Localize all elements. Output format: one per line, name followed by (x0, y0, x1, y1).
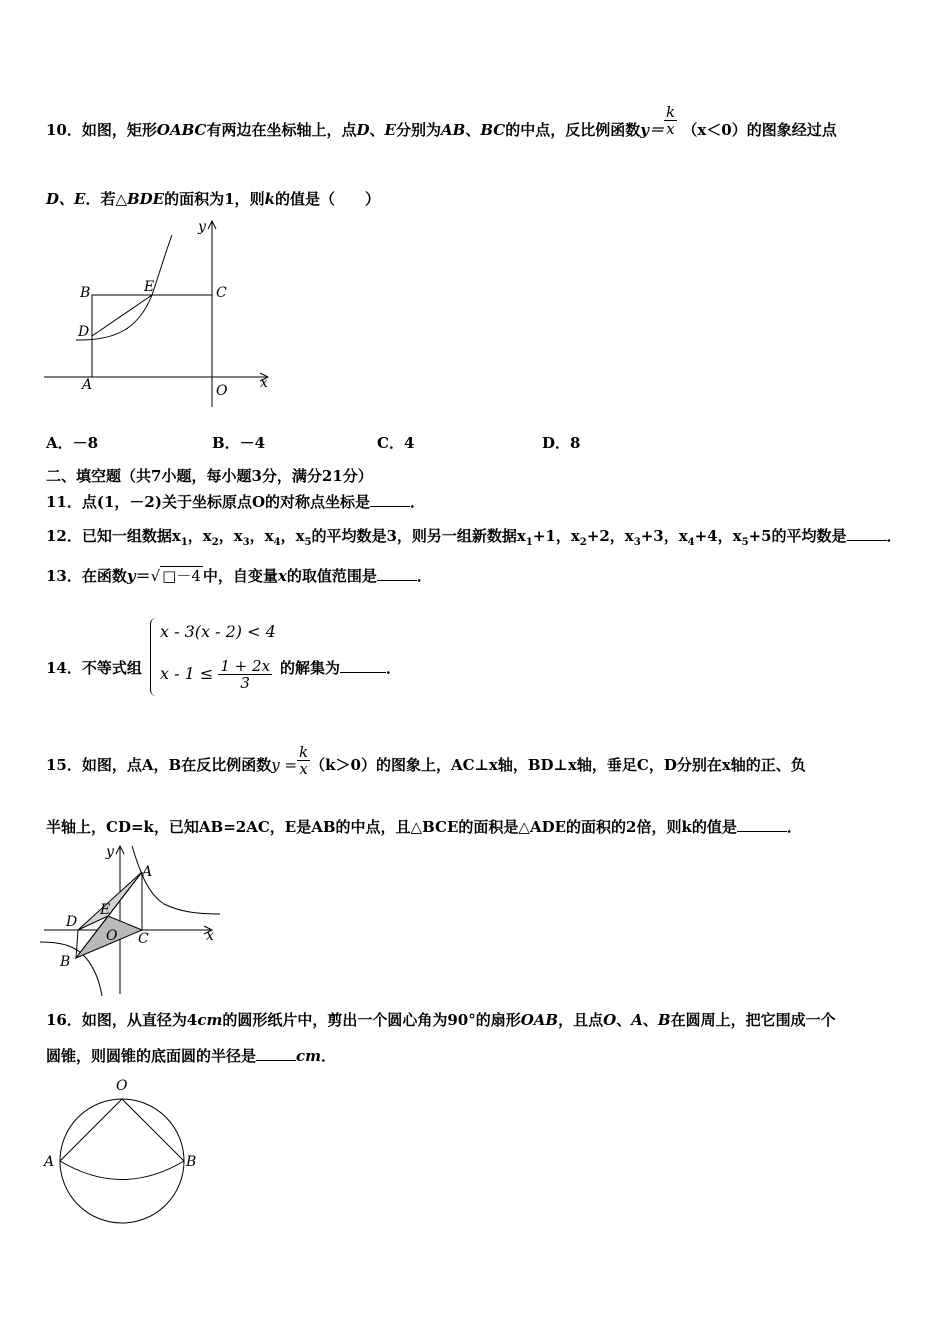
q10-option-d[interactable]: D．8 (542, 434, 581, 452)
q10-figure (40, 215, 280, 415)
q10-label-b: B (80, 285, 91, 301)
q16-circle (60, 1099, 184, 1223)
q16-figure (40, 1074, 210, 1224)
q14-answer-blank[interactable] (340, 658, 386, 673)
q15-label-a: A (142, 864, 153, 880)
q10-label-a: A (82, 377, 93, 393)
q16-label-b: B (186, 1154, 197, 1170)
q15-label-e: E (100, 902, 111, 918)
q15-label-x: x (206, 928, 214, 944)
q15-label-o: O (106, 928, 118, 944)
q16-answer-blank[interactable] (256, 1046, 296, 1061)
q14-inequality-system (150, 618, 280, 700)
q16-label-o: O (116, 1078, 128, 1094)
q15-segment-bd (76, 930, 78, 958)
q13-answer-blank[interactable] (377, 566, 417, 581)
q10-label-x: x (260, 375, 268, 391)
q15-label-y: y (106, 844, 114, 860)
q15-label-b: B (60, 954, 71, 970)
q15-fraction: $\frac{k}{x}$ (299, 742, 309, 778)
q11-line: 11．点(1，－2)关于坐标原点O的对称点坐标是 ． (46, 493, 426, 511)
q16-radius-ob (122, 1099, 184, 1161)
q10-option-a[interactable]: A．－8 (46, 434, 99, 452)
q13-radical-sign: √ (150, 567, 161, 585)
q16-label-a: A (44, 1154, 55, 1170)
q15-figure (40, 842, 230, 997)
q10-option-c[interactable]: C．4 (377, 434, 415, 452)
q16-line1: 16．如图，从直径为4cm的圆形纸片中，剪出一个圆心角为90°的扇形OAB，且点O、A、B在圆周上，把它围成一个 (46, 1011, 836, 1029)
q10-label-o: O (216, 383, 228, 399)
q16-sector-arc (60, 1161, 184, 1180)
q15-label-d: D (66, 914, 78, 930)
q14-fraction: $\frac{1 + 2x}{3}$ (220, 657, 271, 692)
q15-label-c: C (138, 931, 149, 947)
q10-label-e: E (144, 279, 155, 295)
q16-radius-oa (60, 1099, 122, 1161)
q13-line: 13．在函数y＝√ □－4 中，自变量x的取值范围是 ． (46, 567, 432, 585)
q14-label: 14．不等式组 (46, 659, 142, 677)
q14-tail: 的解集为 ． (280, 659, 402, 677)
section2-heading: 二、填空题（共7小题，每小题3分，满分21分） (46, 467, 373, 485)
q15-hyperbola-right (132, 846, 220, 914)
q13-radicand: □－4 (162, 567, 201, 585)
q15-line1: 15．如图，点A，B在反比例函数y = $\frac{k}{x}$ （k＞0）的图象上，AC⊥x轴，BD⊥x轴，垂足C，D分别在x轴的正、负 (46, 742, 806, 778)
q12-answer-blank[interactable] (847, 526, 887, 541)
q16-line2: 圆锥，则圆锥的底面圆的半径是 cm． (46, 1047, 337, 1065)
q14-row2: x - 1 ≤ $\frac{1 + 2x}{3}$ (160, 657, 271, 692)
q11-answer-blank[interactable] (370, 492, 410, 507)
q14-row1: x - 3(x - 2) < 4 (160, 622, 276, 641)
q10-label-d: D (78, 324, 90, 340)
q10-line2: D、E．若△BDE的面积为1，则k的值是（ ） (46, 190, 380, 208)
q12-line: 12．已知一组数据$x_1$，$x_2$，$x_3$，$x_4$，$x_5$的平均数是3，则另一组新数据$x_1+1$，$x_2+2$，$x_3+3$，$x_4+4$，$x_5+5$的平均数是 ． (46, 527, 902, 548)
q10-line1: 10．如图，矩形OABC有两边在坐标轴上，点D、E分别为AB、BC的中点，反比例函数y＝ $\frac{k}{x}$ （x＜0）的图象经过点 (46, 102, 837, 139)
q15-answer-blank[interactable] (737, 817, 787, 832)
q15-line2: 半轴上，CD=k，已知AB=2AC，E是AB的中点，且△BCE的面积是△ADE的面积的2倍，则k的值是 ． (46, 818, 802, 836)
q10-label-c: C (216, 285, 227, 301)
q10-segment-de (92, 295, 152, 336)
q10-fraction: $\frac{k}{x}$ (665, 102, 676, 138)
q10-label-y: y (198, 219, 206, 235)
q10-option-b[interactable]: B．－4 (212, 434, 266, 452)
q14-brace (150, 618, 159, 696)
q10-hyperbola (76, 235, 172, 340)
